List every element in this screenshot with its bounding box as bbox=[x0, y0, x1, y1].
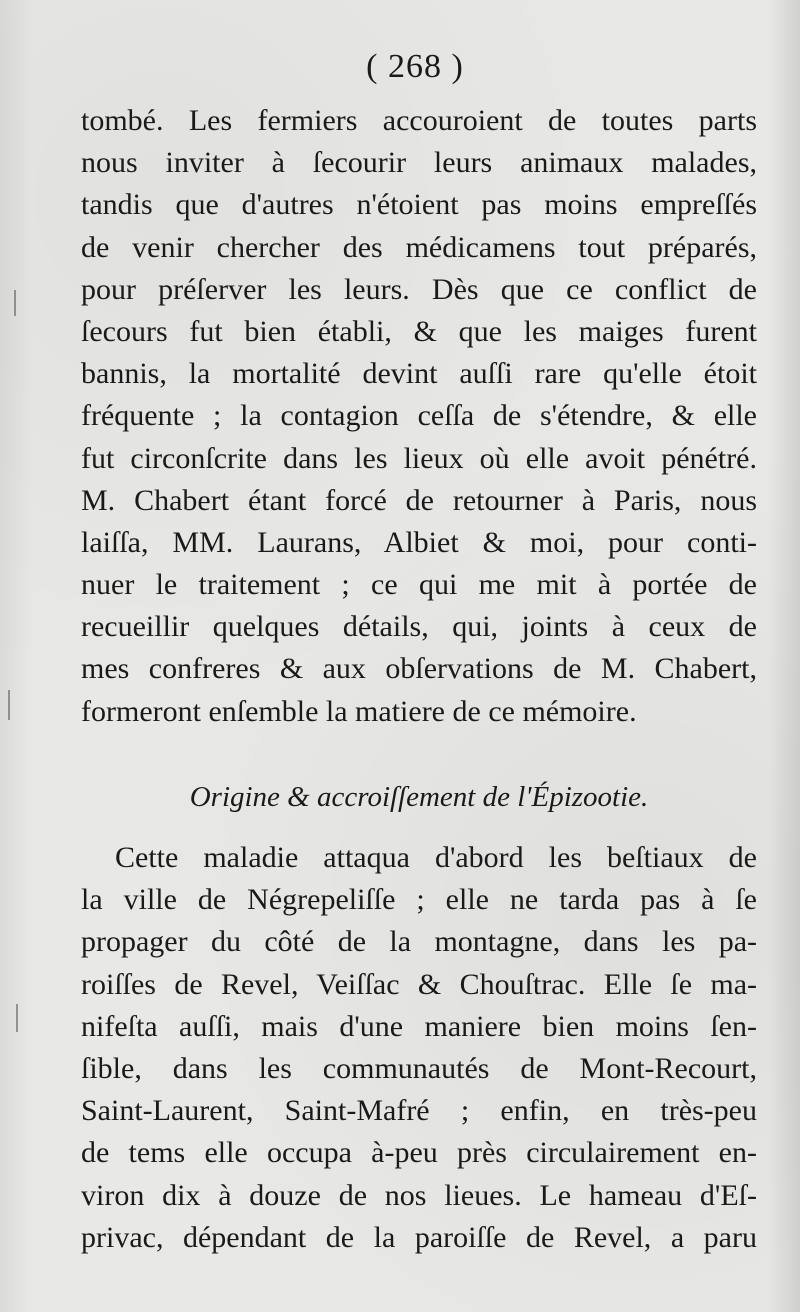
text-line: nifeſta auſſi, mais d'une maniere bien moins ſen- bbox=[81, 1009, 757, 1043]
page-number: ( 268 ) bbox=[366, 48, 464, 85]
text-line: viron dix à douze de nos lieues. Le hameau d'Eſ- bbox=[81, 1178, 757, 1212]
text-line: recueillir quelques détails, qui, joints à ceux de bbox=[81, 610, 757, 644]
text-line: pour préſerver les leurs. Dès que ce conflict de bbox=[81, 272, 757, 306]
text-line: roiſſes de Revel, Veiſſac & Chouſtrac. Elle ſe ma- bbox=[81, 967, 757, 1001]
text-line: formeront enſemble la matiere de ce mémoire. bbox=[81, 694, 637, 728]
text-line: laiſſa, MM. Laurans, Albiet & moi, pour conti- bbox=[81, 525, 757, 559]
text-line: la ville de Négrepeliſſe ; elle ne tarda pas à ſe bbox=[81, 883, 757, 917]
text-line: tombé. Les fermiers accouroient de toutes parts bbox=[81, 104, 757, 137]
text-line: M. Chabert étant forcé de retourner à Paris, nous bbox=[81, 483, 757, 517]
section-heading: Origine & accroiſſement de l'Épizootie. bbox=[189, 781, 649, 813]
margin-mark bbox=[14, 290, 16, 316]
paragraph-continued bbox=[81, 100, 757, 733]
paragraph-origin bbox=[81, 837, 757, 1259]
text-line: fréquente ; la contagion ceſſa de s'étendre, & elle bbox=[81, 399, 757, 433]
text-line: propager du côté de la montagne, dans les pa- bbox=[81, 925, 757, 959]
text-line: nuer le traitement ; ce qui me mit à portée de bbox=[81, 568, 757, 602]
text-line: tandis que d'autres n'étoient pas moins empreſſés bbox=[81, 188, 757, 222]
text-line: de tems elle occupa à-peu près circulairement en- bbox=[81, 1136, 757, 1170]
text-line: fut circonſcrite dans les lieux où elle avoit pénétré. bbox=[81, 441, 757, 475]
text-line: bannis, la mortalité devint auſſi rare qu'elle étoit bbox=[81, 357, 757, 391]
text-line: ſible, dans les communautés de Mont-Recourt, bbox=[81, 1051, 757, 1085]
text-line: privac, dépendant de la paroiſſe de Revel, a paru bbox=[81, 1220, 757, 1254]
text-line: ſecours fut bien établi, & que les maiges furent bbox=[81, 314, 757, 348]
text-line: de venir chercher des médicamens tout préparés, bbox=[81, 230, 757, 264]
text-line: Cette maladie attaqua d'abord les beſtiaux de bbox=[115, 841, 757, 874]
text-line: mes confreres & aux obſervations de M. Chabert, bbox=[81, 652, 757, 686]
margin-mark bbox=[8, 690, 10, 720]
text-line: nous inviter à ſecourir leurs animaux malades, bbox=[81, 146, 757, 180]
margin-mark bbox=[16, 1004, 18, 1032]
text-line: Saint-Laurent, Saint-Mafré ; enfin, en très-peu bbox=[81, 1094, 757, 1128]
